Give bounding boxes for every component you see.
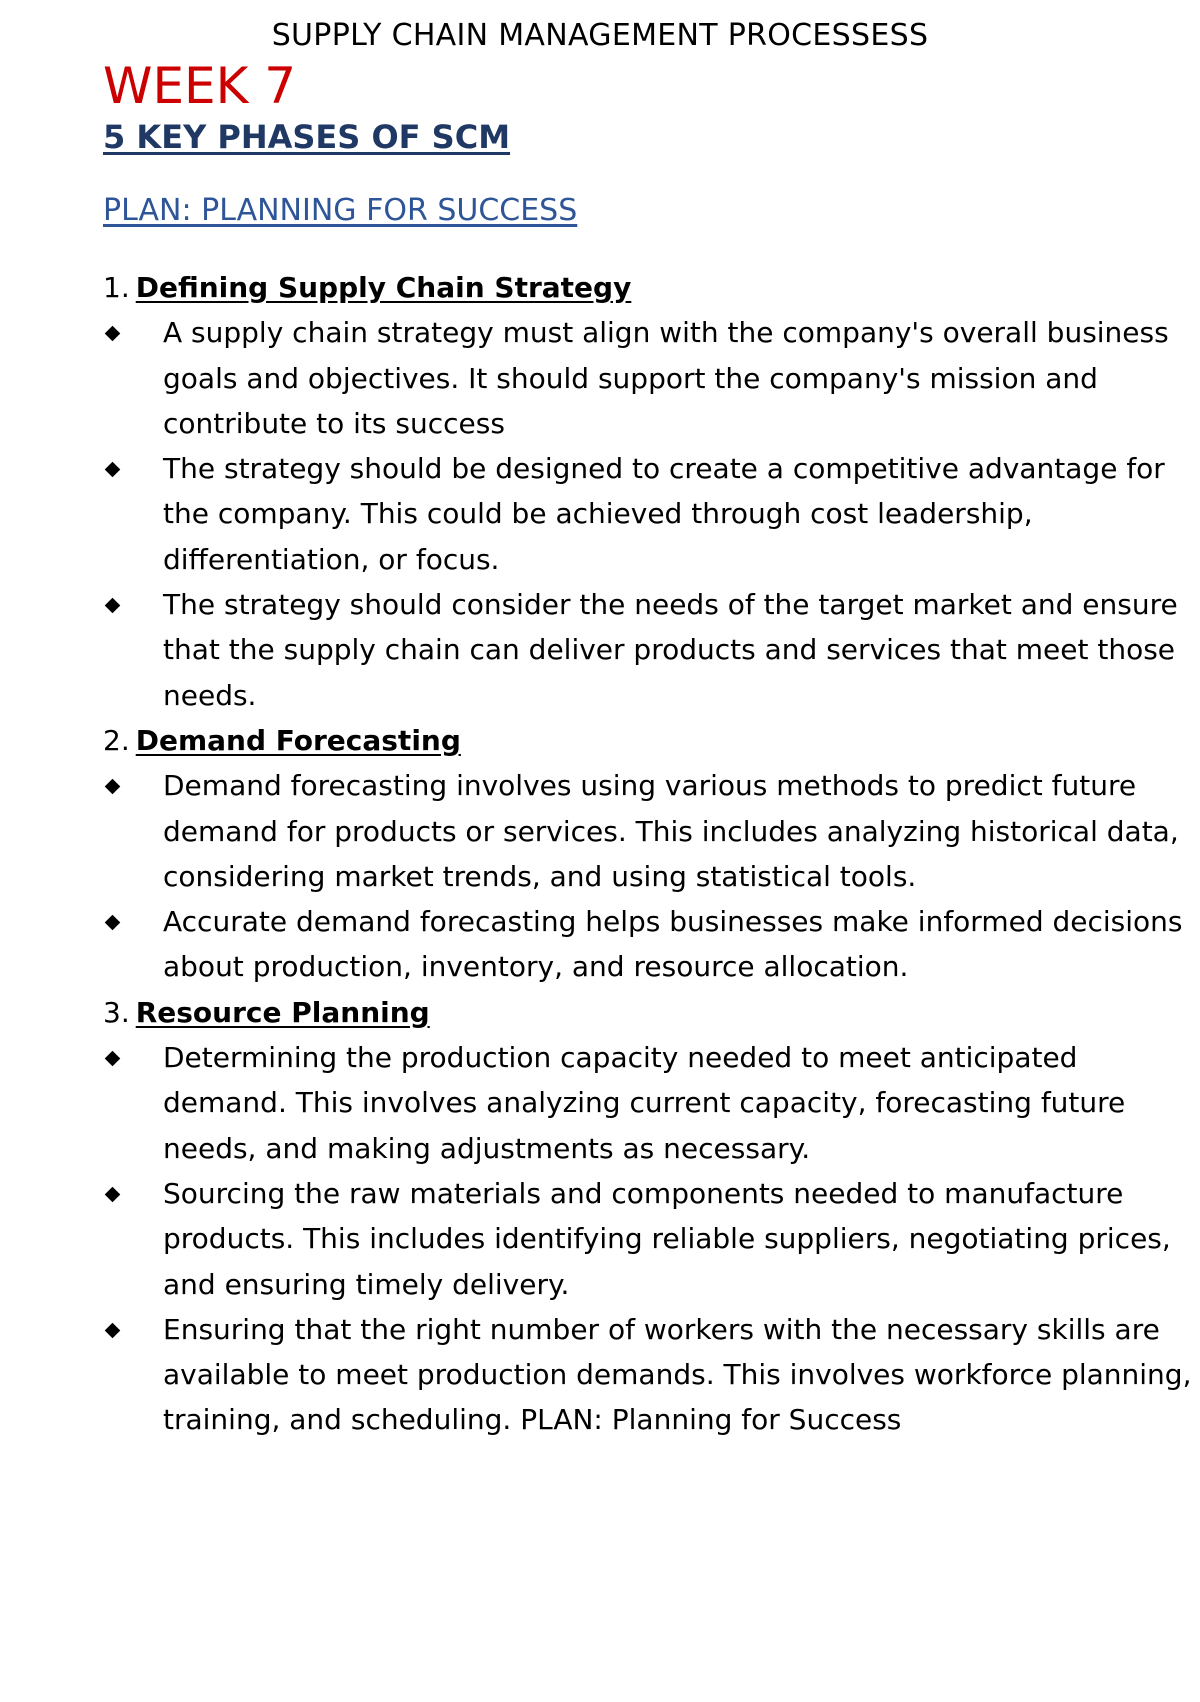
diamond-bullet-icon [105, 915, 121, 931]
section-number: 3. [103, 995, 130, 1029]
list-item [103, 1307, 1193, 1443]
section-resource-planning [103, 990, 1193, 1443]
section-heading [103, 990, 1193, 1035]
list-item-text: A supply chain strategy must align with the company's overall business goals and objectives. It should support the company's mission and contribute to its success [163, 316, 1169, 440]
section-heading [103, 265, 1193, 310]
diamond-bullet-icon [105, 779, 121, 795]
section-number: 2. [103, 723, 130, 757]
list-item-text: Determining the production capacity needed to meet anticipated demand. This involves analyzing current capacity, forecasting future needs, and making adjustments as necessary. [163, 1041, 1126, 1165]
list-item [103, 582, 1193, 718]
diamond-bullet-icon [105, 598, 121, 614]
list-item-text: Accurate demand forecasting helps businesses make informed decisions about production, inventory, and resource allocation. [163, 905, 1183, 984]
list-item-text: Ensuring that the right number of workers with the necessary skills are available to meet production demands. This involves workforce planning, training, and scheduling. PLAN: Planning for Success [163, 1312, 1192, 1437]
list-item-text: Demand forecasting involves using various methods to predict future demand for products or services. This includes analyzing historical data, considering market trends, and using statistical tools. [163, 769, 1179, 893]
diamond-bullet-icon [105, 1051, 121, 1067]
list-item-text: The strategy should consider the needs of the target market and ensure that the supply chain can deliver products and services that meet those needs. [163, 588, 1178, 712]
section-number: 1. [103, 271, 130, 304]
list-item [103, 446, 1193, 582]
list-item-text: The strategy should be designed to create a competitive advantage for the company. This could be achieved through cost leadership, differentiation, or focus. [163, 452, 1165, 576]
list-item [103, 1171, 1193, 1307]
list-item [103, 763, 1193, 899]
list-item [103, 310, 1193, 446]
document-body [103, 265, 1193, 1443]
section-heading [103, 718, 1193, 763]
diamond-bullet-icon [105, 1187, 121, 1203]
list-item-text: Sourcing the raw materials and components needed to manufacture products. This includes identifying reliable suppliers, negotiating prices, and ensuring timely delivery. [163, 1176, 1171, 1301]
section-title: Defining Supply Chain Strategy [135, 271, 632, 304]
section-title: Demand Forecasting [135, 723, 461, 757]
diamond-bullet-icon [105, 462, 121, 478]
document-title: SUPPLY CHAIN MANAGEMENT PROCESSESS [271, 18, 929, 53]
week-heading: WEEK 7 [103, 57, 297, 115]
section-demand-forecasting [103, 718, 1193, 990]
section-title: Resource Planning [135, 995, 430, 1029]
phases-heading: 5 KEY PHASES OF SCM [103, 118, 511, 156]
list-item [103, 1035, 1193, 1171]
plan-heading: PLAN: PLANNING FOR SUCCESS [103, 193, 578, 228]
list-item [103, 899, 1193, 990]
section-strategy [103, 265, 1193, 718]
diamond-bullet-icon [105, 326, 121, 342]
diamond-bullet-icon [105, 1323, 121, 1339]
